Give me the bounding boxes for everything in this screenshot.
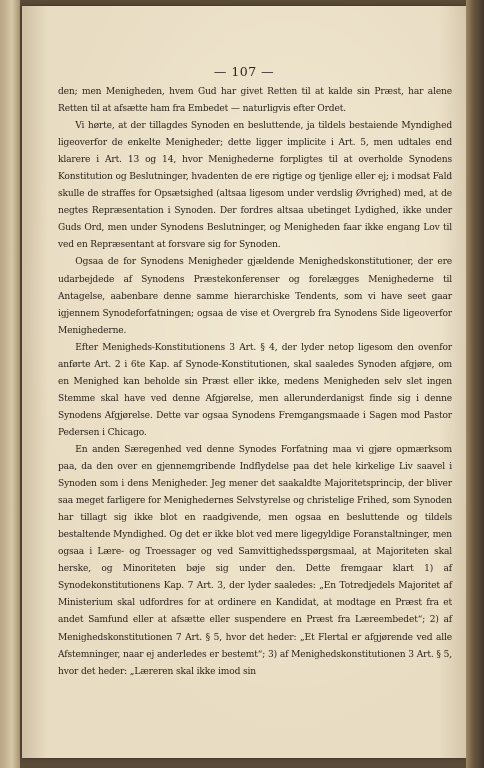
book-page	[22, 6, 466, 758]
paragraph: En anden Særegenhed ved denne Synodes Forfatning maa vi gjøre opmærksom paa, da den over en gjennemgribende Indflydelse paa det hele kirkelige Liv saavel i Synoden som i dens Menigheder. Jeg mener det saakaldte Majoritetsprincip, der bliver saa meget farligere for Menighedernes Selvstyrelse og christelige Frihed, som Synoden har tillagt sig ikke blot en raadgivende, men ogsaa en besluttende og tildels bestaltende Myndighed. Og det er ikke blot ved mere ligegyldige Foranstaltninger, men ogsaa i Lære- og Troessager og ved Samvittighedsspørgsmaal, at Majoriteten skal herske, og Minoriteten bøje sig under den. Dette fremgaar klart 1) af Synodekonstitutionens Kap. 7 Art. 3, der lyder saaledes: „En Totredjedels Majoritet af Ministerium skal udfordres for at ordinere en Kandidat, at modtage en Præst fra et andet Samfund eller at afsætte eller suspendere en Præst fra Læreembedet“; 2) af Menighedskonstitutionen 7 Art. § 5, hvor det heder: „Et Flertal er afgjørende ved alle Afstemninger, naar ej anderledes er bestemt“; 3) af Menighedskonstitutionen 3 Art. § 5, hvor det heder: „Læreren skal ikke imod sin	[58, 444, 452, 677]
body-text	[58, 84, 452, 681]
page-number: — 107 —	[213, 64, 275, 79]
paragraph: Efter Menigheds-Konstitutionens 3 Art. § 4, der lyder netop ligesom den ovenfor anførte Art. 2 i 6te Kap. af Synode-Konstitutionen, skal saaledes Synoden afgjøre, om en Menighed kan beholde sin Præst eller ikke, medens Menigheden selv slet ingen Stemme skal have ved denne Afgjørelse, men allerunderdanigst finde sig i denne Synodens Afgjørelse. Dette var ogsaa Synodens Fremgangsmaade i Sagen mod Pastor Pedersen i Chicago.	[58, 342, 452, 438]
paragraph: Vi hørte, at der tillagdes Synoden en besluttende, ja tildels bestaiende Myndighed ligeoverfor de enkelte Menigheder; dette ligger implicite i Art. 5, men udtales end klarere i Art. 13 og 14, hvor Menighederne forpligtes til at overholde Synodens Konstitution og Beslutninger, hvadenten de ere rigtige og tjenlige eller ej; i modsat Fald skulle de straffes for Opsætsighed (altsaa ligesom under verdslig Øvrighed) med, at de negtes Repræsentation i Synoden. Der fordres altsaa ubetinget Lydighed, ikke under Guds Ord, men under Synodens Beslutninger, og Menigheden faar ikke engang Lov til ved en Repræsentant at forsvare sig for Synoden.	[58, 121, 452, 251]
facing-page-edge	[0, 0, 20, 768]
paragraph: Ogsaa de for Synodens Menigheder gjældende Menighedskonstitutioner, der ere udarbejdede af Synodens Præstekonferenser og forelægges Menighederne til Antagelse, aabenbare denne samme hierarchiske Tendents, som vi have seet gaar igjennem Synodeforfatningen; ogsaa de vise et Overgreb fra Synodens Side ligeoverfor Menighederne.	[58, 257, 452, 336]
paragraph: den; men Menigheden, hvem Gud har givet Retten til at kalde sin Præst, har alene Retten til at afsætte ham fra Embedet — naturligvis efter Ordet.	[58, 87, 452, 115]
page-stack-edge	[466, 0, 484, 768]
